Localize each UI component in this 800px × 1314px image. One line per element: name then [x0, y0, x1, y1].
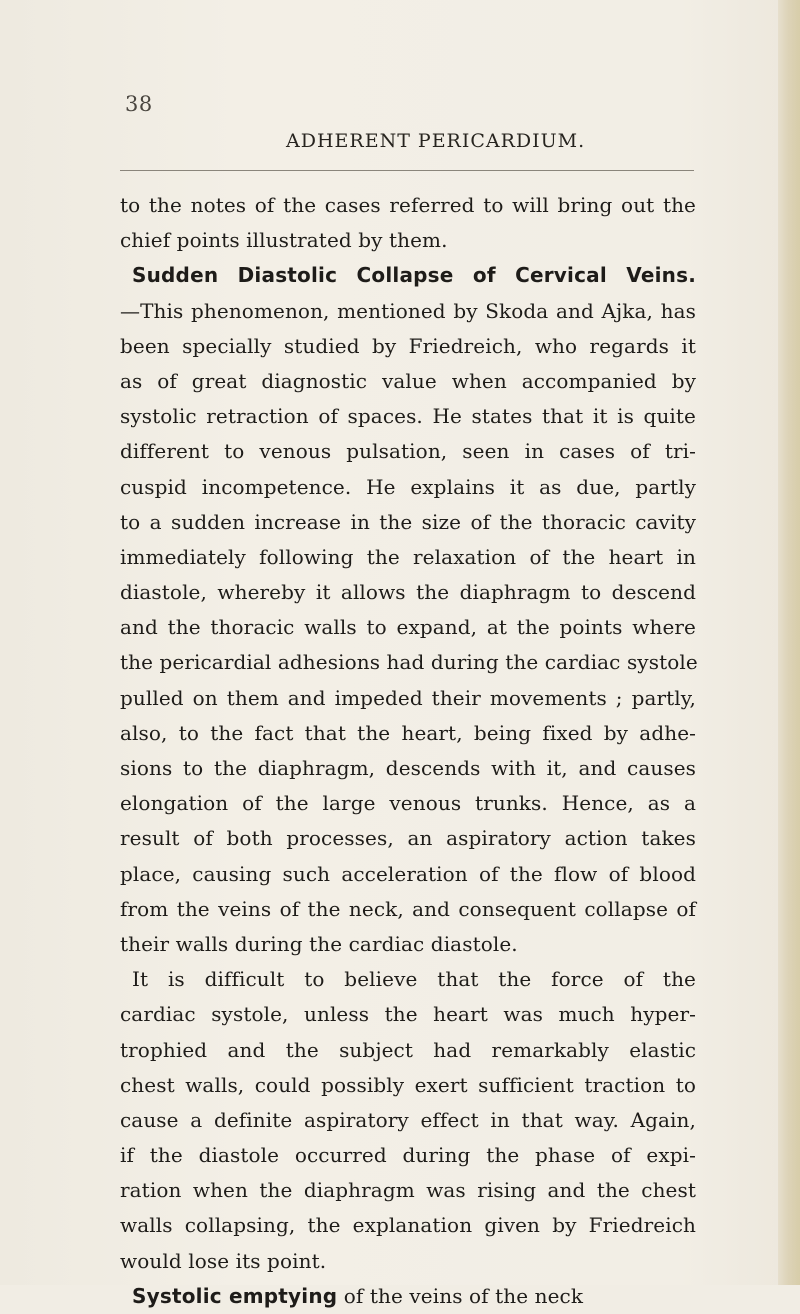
- text-line: [120, 329, 696, 364]
- text-line: [120, 575, 696, 610]
- text-line: [120, 1068, 696, 1103]
- line-text: —This phenomenon, mentioned by Skoda and Ajka, has: [120, 298, 696, 323]
- line-text: of the veins of the neck: [337, 1283, 584, 1308]
- line-text: chest walls, could possibly exert sufficient traction to: [120, 1072, 696, 1097]
- text-line: [120, 470, 696, 505]
- text-line: [120, 821, 696, 856]
- text-line: [120, 434, 696, 469]
- line-text: from the veins of the neck, and consequent collapse of: [120, 896, 696, 921]
- line-text: systolic retraction of spaces. He states that it is quite: [120, 404, 696, 429]
- text-line: [120, 786, 696, 821]
- text-line: [120, 505, 696, 540]
- text-line: [120, 540, 696, 575]
- text-line: [120, 962, 696, 997]
- line-text: cuspid incompetence. He explains it as due, partly: [120, 474, 696, 499]
- text-line: [120, 1103, 696, 1138]
- line-text: walls collapsing, the explanation given by Friedreich: [120, 1213, 696, 1238]
- text-line: [120, 610, 696, 645]
- line-text: if the diastole occurred during the phase of expi-: [120, 1143, 696, 1168]
- line-text: the pericardial adhesions had during the cardiac systole: [120, 650, 698, 675]
- line-text: diastole, whereby it allows the diaphragm to descend: [120, 580, 696, 605]
- running-head: ADHERENT PERICARDIUM.: [286, 130, 586, 152]
- text-line: [120, 1279, 696, 1314]
- line-text: to a sudden increase in the size of the thoracic cavity: [120, 509, 696, 534]
- section-heading: Systolic emptying: [132, 1283, 338, 1308]
- line-text: and the thoracic walls to expand, at the points where: [120, 615, 696, 640]
- text-line: [120, 188, 696, 223]
- text-line: [120, 258, 696, 293]
- page-number: 38: [125, 92, 153, 116]
- line-text: different to venous pulsation, seen in cases of tri-: [120, 439, 696, 464]
- text-line: [120, 1033, 696, 1068]
- text-line: [120, 1138, 696, 1173]
- body-text: [120, 188, 696, 1314]
- line-text: result of both processes, an aspiratory action takes: [120, 826, 696, 851]
- line-text: It is difficult to believe that the force of the: [132, 967, 696, 992]
- text-line: [120, 645, 696, 680]
- line-text: to the notes of the cases referred to will bring out the: [120, 193, 696, 217]
- line-text: been specially studied by Friedreich, who regards it: [120, 333, 696, 358]
- text-line: [120, 857, 696, 892]
- text-line: [120, 1173, 696, 1208]
- text-line: [120, 1244, 696, 1279]
- line-text: immediately following the relaxation of the heart in: [120, 544, 696, 569]
- line-text: place, causing such acceleration of the flow of blood: [120, 861, 696, 886]
- section-heading: Sudden Diastolic Collapse of Cervical Veins.: [132, 263, 696, 288]
- line-text: pulled on them and impeded their movements ; partly,: [120, 685, 696, 710]
- header-rule: [120, 170, 694, 171]
- text-line: [120, 223, 696, 258]
- text-line: [120, 997, 696, 1032]
- text-line: [120, 399, 696, 434]
- text-line: [120, 716, 696, 751]
- line-text: chief points illustrated by them.: [120, 228, 448, 253]
- line-text: elongation of the large venous trunks. Hence, as a: [120, 791, 696, 816]
- line-text: cardiac systole, unless the heart was much hyper-: [120, 1002, 696, 1027]
- line-text: as of great diagnostic value when accompanied by: [120, 368, 696, 393]
- line-text: would lose its point.: [120, 1248, 327, 1273]
- text-line: [120, 927, 696, 962]
- text-line: [120, 364, 696, 399]
- text-line: [120, 1208, 696, 1243]
- text-line: [120, 294, 696, 329]
- line-text: ration when the diaphragm was rising and the chest: [120, 1178, 696, 1203]
- line-text: sions to the diaphragm, descends with it, and causes: [120, 756, 696, 780]
- line-text: cause a definite aspiratory effect in that way. Again,: [120, 1107, 696, 1132]
- text-line: [120, 751, 696, 786]
- line-text: their walls during the cardiac diastole.: [120, 931, 518, 956]
- text-line: [120, 892, 696, 927]
- page-edge-shadow: [778, 0, 800, 1285]
- line-text: also, to the fact that the heart, being fixed by adhe-: [120, 720, 696, 745]
- line-text: trophied and the subject had remarkably elastic: [120, 1037, 696, 1062]
- text-line: [120, 681, 696, 716]
